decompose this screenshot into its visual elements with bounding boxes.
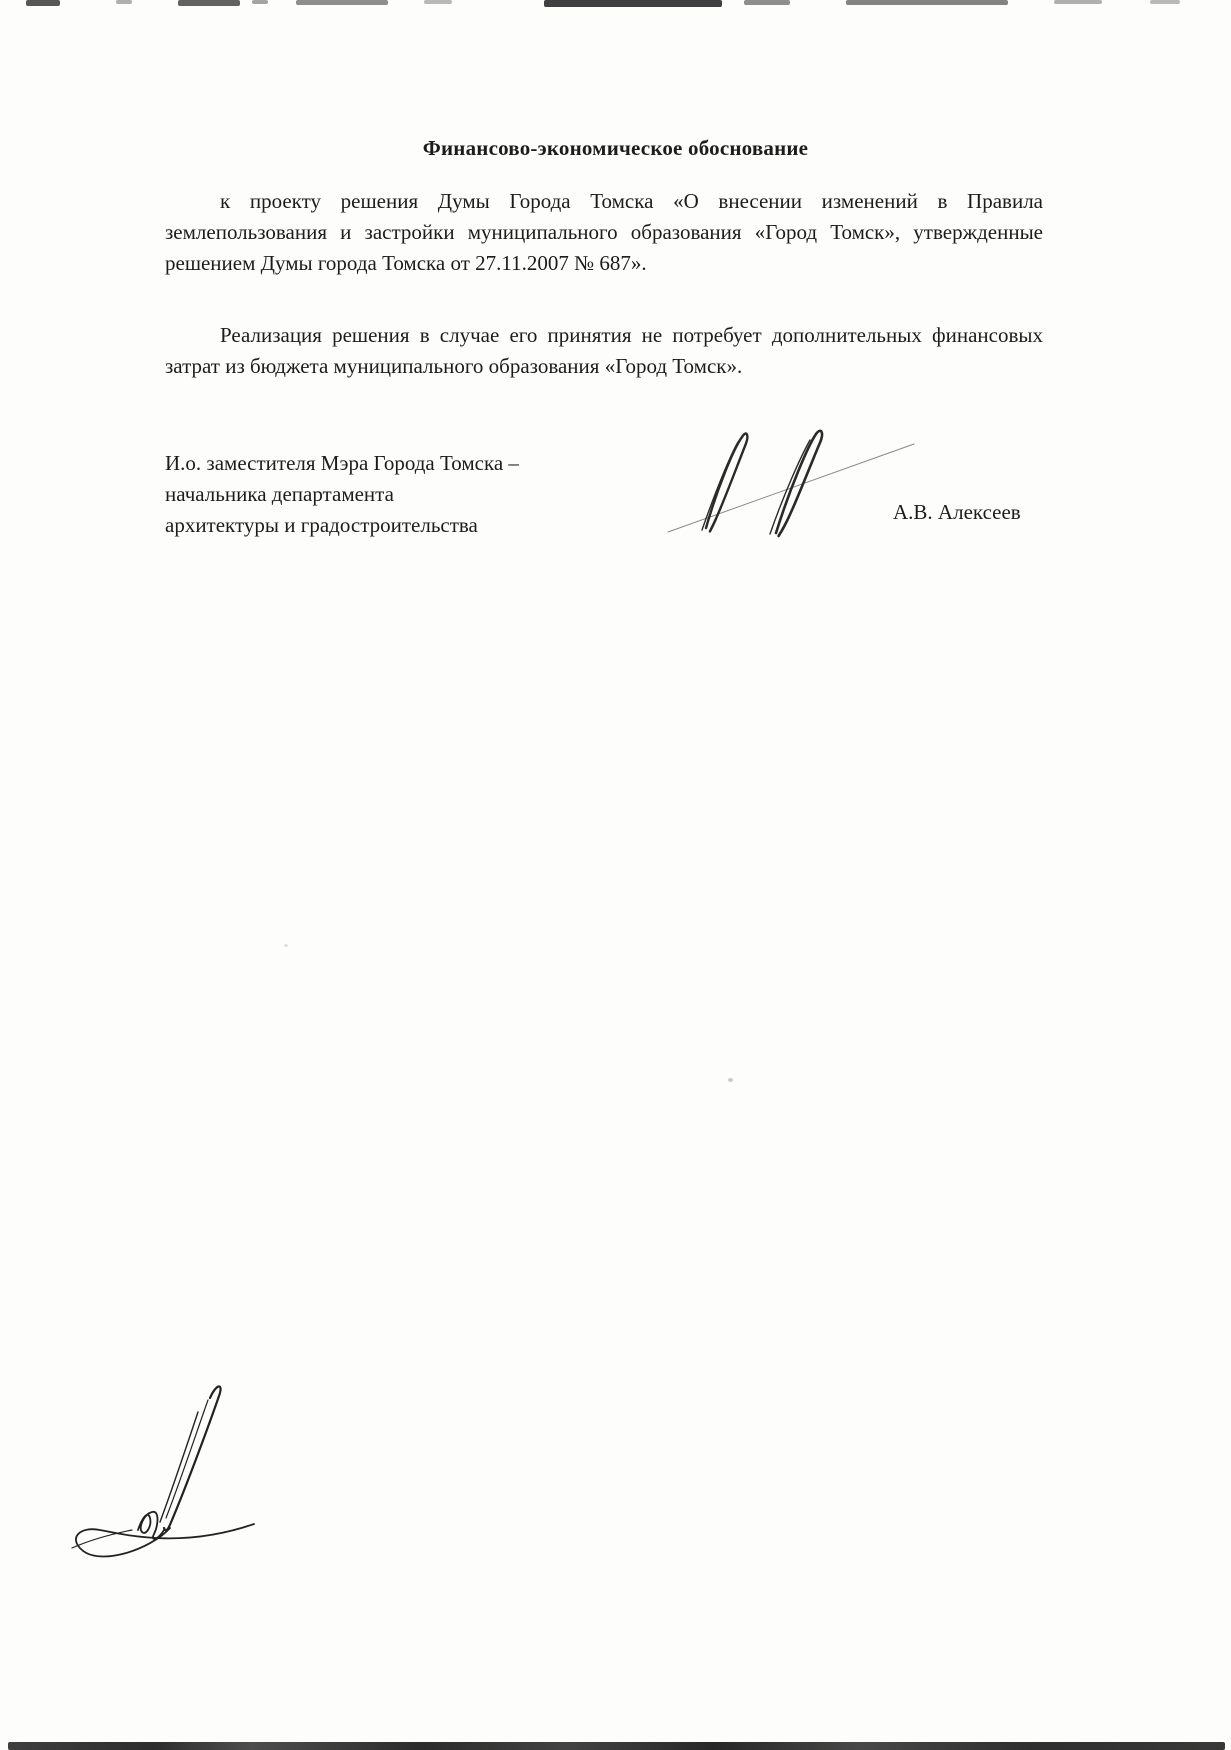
paragraph-subject: к проекту решения Думы Города Томска «О внесении изменений в Правила землепользования и застройки муниципального образования «Город Томск», утвержденные решением Думы города Томска от 27.11.2007 № 687». — [165, 189, 1043, 275]
scan-artifact-bottom-band — [8, 1742, 1225, 1750]
scan-artifact — [178, 0, 240, 6]
signatory-title-line1: И.о. заместителя Мэра Города Томска – — [165, 451, 519, 475]
scan-artifact — [296, 0, 388, 5]
scan-artifact — [424, 0, 452, 4]
scan-artifact — [26, 0, 60, 6]
scan-artifact — [1150, 0, 1180, 4]
scan-artifact — [1054, 0, 1102, 4]
scan-speck — [728, 1078, 733, 1082]
scan-artifact — [252, 0, 268, 4]
scan-speck — [284, 944, 288, 947]
signature-alekseev-ink — [658, 428, 923, 538]
scan-artifact — [116, 0, 132, 4]
document-title: Финансово-экономическое обоснование — [422, 136, 809, 160]
scan-artifact — [846, 0, 1008, 5]
signature-bottom-left-ink — [58, 1378, 288, 1573]
scan-artifact — [744, 0, 790, 5]
signatory-title-line2: начальника департамента — [165, 482, 394, 506]
signatory-name: А.В. Алексеев — [893, 500, 1021, 524]
signature-ink-icon — [658, 428, 923, 538]
signatory-title-block — [165, 448, 519, 541]
signatory-title-line3: архитектуры и градостроительства — [165, 513, 478, 537]
scan-artifact — [544, 0, 722, 7]
signature-flourish-icon — [58, 1378, 288, 1573]
paragraph-body: Реализация решения в случае его принятия не потребует дополнительных финансовых затрат из бюджета муниципального образования «Город Томск». — [165, 323, 1043, 378]
